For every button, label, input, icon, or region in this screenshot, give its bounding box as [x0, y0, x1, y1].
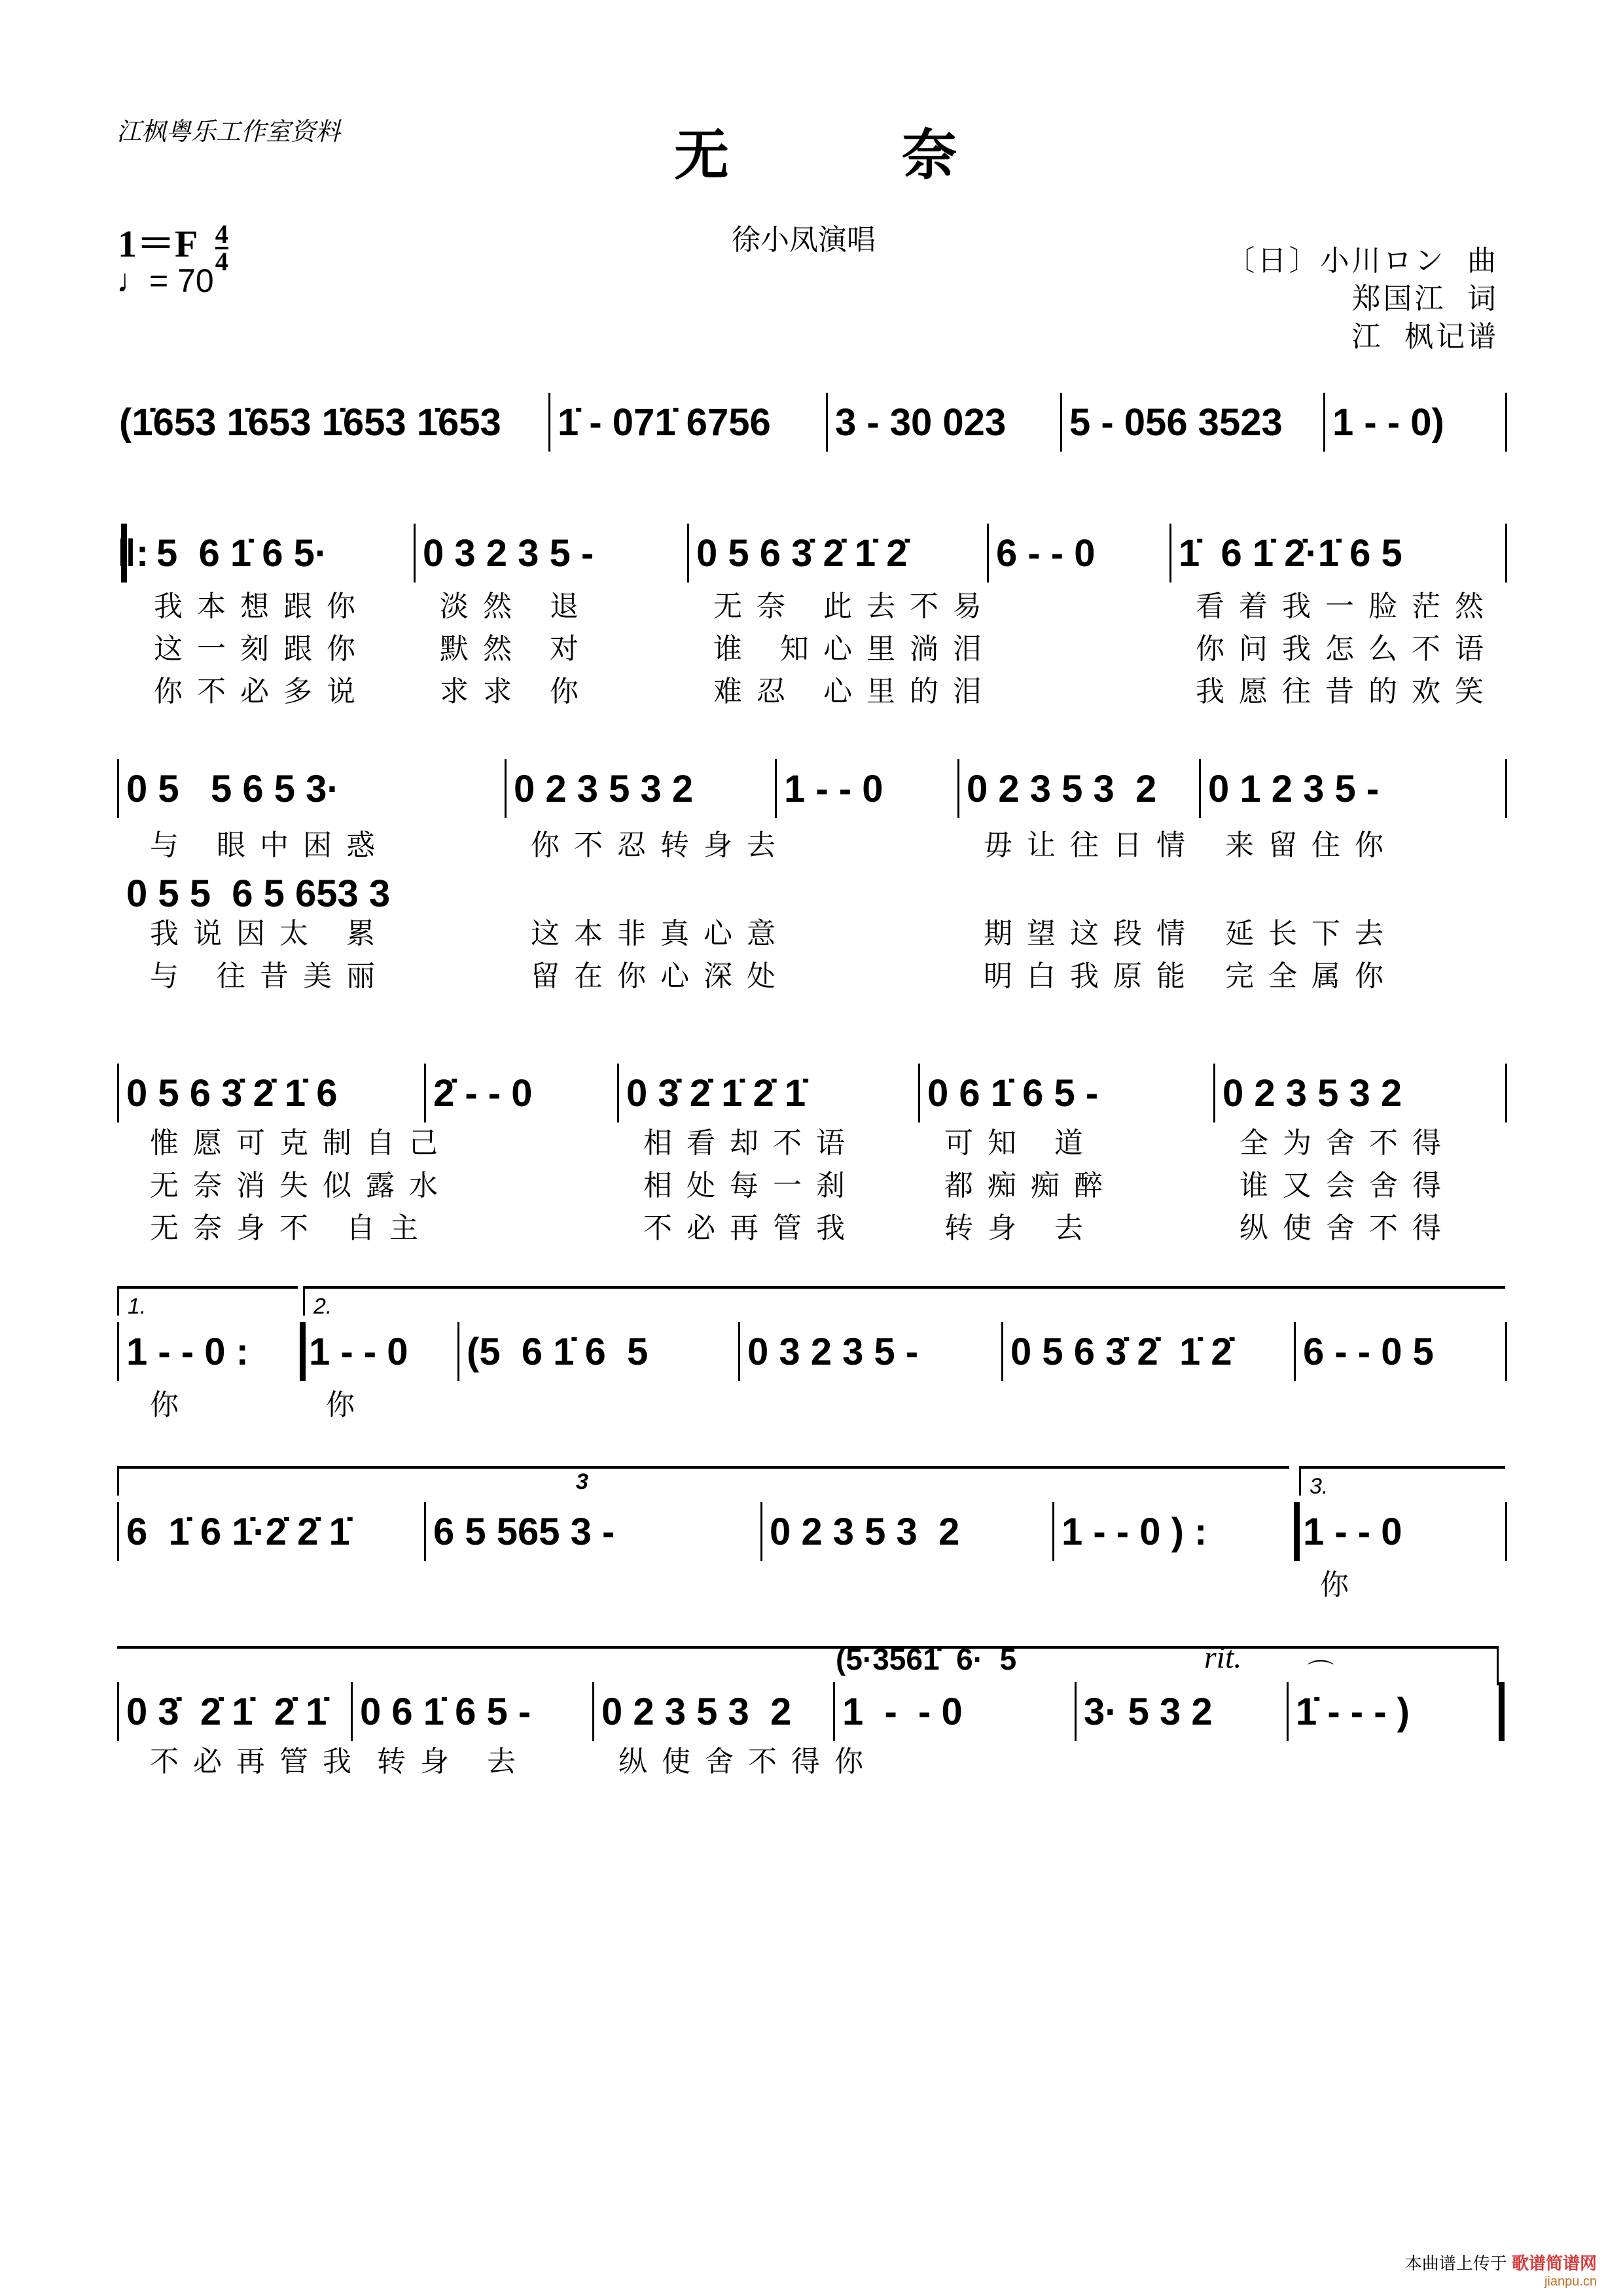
lyric-segment: 全为舍不得 — [1240, 1126, 1455, 1160]
lyric-segment: 不必再管我 — [150, 1745, 366, 1778]
measure: 5 6 1̇ 6 5· — [156, 531, 328, 575]
lyric-segment: 相处每一刹 — [643, 1169, 859, 1202]
measure: (1̇653 1̇653 1̇653 1̇653 — [119, 401, 501, 444]
lyric-segment: 来留住你 — [1225, 829, 1398, 862]
measure: 0 2 3 5 3 2 — [770, 1510, 960, 1553]
measure: 6 - - 0 5 — [1303, 1330, 1434, 1373]
lyric-segment: 都痴痴醉 — [944, 1169, 1117, 1202]
measure: 1 - - 0) — [1332, 401, 1444, 444]
lyric-segment: 谁 知心里淌泪 — [713, 632, 996, 666]
watermark-site: jianpu.cn — [1544, 2274, 1597, 2289]
studio-label: 江枫粤乐工作室资料 — [116, 117, 341, 146]
measure: 1 - - 0 — [784, 767, 883, 810]
volta-tick — [303, 1286, 305, 1316]
triplet-mark: 3 — [576, 1469, 588, 1494]
measure: 1̇ 6 1̇ 2̇·1̇ 6 5 — [1179, 531, 1402, 575]
fermata-icon: ⌒ — [1308, 1659, 1334, 1688]
lyric-segment: 你不忍转身去 — [531, 829, 790, 862]
measure: 0 5 6 3̇ 2̇ 1̇ 2̇ — [696, 531, 908, 575]
lyric-segment: 淡然 退 — [440, 590, 593, 623]
measure: 1 - - 0 — [309, 1330, 408, 1373]
lyric-segment: 谁又会舍得 — [1240, 1169, 1455, 1202]
lyric-segment: 无奈身不 自主 — [150, 1211, 433, 1245]
lyricist-credit: 郑国江 词 — [1351, 283, 1499, 315]
measure: 0 5 6 3̇ 2̇ 1̇ 6 — [126, 1071, 338, 1115]
measure: 1 - - 0 ) : — [1061, 1510, 1207, 1553]
volta-label: 2. — [313, 1294, 332, 1319]
measure: 6 1̇ 6 1̇·2̇ 2̇ 1̇ — [126, 1510, 350, 1553]
ritardando-marking: rit. — [1204, 1640, 1242, 1675]
lyric-segment: 与 眼中困惑 — [150, 829, 389, 862]
measure: 0 2 3 5 3 2 — [514, 767, 694, 810]
time-sig-numerator: 4 — [215, 219, 228, 249]
lyric-segment: 无奈消失似露水 — [150, 1169, 452, 1202]
lyric-segment: 与 往昔美丽 — [150, 960, 389, 993]
measure: 6 - - 0 — [996, 531, 1096, 575]
measure: 0 3̇ 2̇ 1̇ 2̇ 1̇ — [126, 1690, 327, 1733]
barline — [1505, 524, 1507, 583]
measure: 0 2 3 5 3 2 — [601, 1690, 792, 1733]
ending-bracket — [117, 1646, 1499, 1649]
lyric-segment: 毋让往日情 — [984, 829, 1200, 862]
volta-label: 1. — [128, 1294, 147, 1319]
lyric-segment: 纵使舍不得你 — [618, 1745, 878, 1778]
lyric-segment: 这一刻跟你 — [154, 632, 370, 666]
lyric-segment: 求求 你 — [440, 675, 593, 708]
barline — [1505, 1064, 1507, 1122]
measure: (5 6 1̇ 6 5 — [467, 1330, 649, 1373]
measure: 0 3̇ 2̇ 1̇ 2̇ 1̇ — [626, 1071, 806, 1115]
lyric-segment: 期望这段情 — [984, 917, 1200, 950]
time-sig-denominator: 4 — [215, 246, 228, 276]
repeat-start-sign: ‖: — [117, 531, 149, 575]
volta-bracket — [117, 1286, 298, 1289]
measure: 1̇ - - - ) — [1296, 1690, 1410, 1733]
measure: 0 2 3 5 3 2 — [1222, 1071, 1402, 1115]
transcriber-credit: 江 枫记谱 — [1351, 321, 1499, 353]
barline — [1505, 1322, 1507, 1381]
volta-bracket — [117, 1466, 1289, 1469]
lyric-segment: 明白我原能 — [984, 960, 1200, 993]
volta-bracket — [1299, 1466, 1505, 1469]
lyric-segment: 纵使舍不得 — [1240, 1211, 1455, 1245]
volta-label: 3. — [1310, 1474, 1329, 1499]
key-text: 1＝F — [118, 223, 197, 265]
lyric-segment: 你 — [1320, 1568, 1363, 1602]
lyric-segment: 这本非真心意 — [531, 917, 790, 950]
measure: 2̇ - - 0 — [433, 1071, 533, 1115]
lyric-segment: 你不必多说 — [154, 675, 370, 708]
lyric-segment: 难忍 心里的泪 — [713, 675, 996, 708]
lyric-segment: 相看却不语 — [643, 1126, 859, 1160]
volta-tick — [1299, 1466, 1301, 1496]
measure: 1 - - 0 : — [126, 1330, 249, 1373]
measure: 0 5 6 3̇ 2̇ 1̇ 2̇ — [1010, 1330, 1232, 1373]
lyric-segment: 你问我怎么不语 — [1196, 632, 1498, 666]
watermark-upload-text: 本曲谱上传于 — [1404, 2253, 1507, 2273]
volta-tick — [117, 1466, 119, 1496]
measure: 0 3 2 3 5 - — [423, 531, 594, 575]
singer-credit: 徐小凤演唱 — [732, 224, 876, 256]
measure: 0 1 2 3 5 - — [1208, 767, 1380, 810]
lyric-segment: 转身 去 — [944, 1211, 1097, 1245]
watermark — [1405, 2250, 1597, 2289]
composer-credit: 〔日〕小川ロン 曲 — [1226, 245, 1499, 277]
volta-tick — [117, 1286, 119, 1316]
barline — [1505, 759, 1507, 818]
tempo-marking: ♩= 70 — [116, 262, 214, 299]
barline — [1499, 1682, 1505, 1741]
measure: 1̇ - 071̇ 6756 — [558, 401, 771, 444]
measure: 3 - 30 023 — [835, 401, 1007, 444]
measure: 1 - - 0 — [842, 1690, 963, 1733]
lyric-segment: 不必再管我 — [643, 1211, 859, 1245]
time-signature — [215, 219, 228, 276]
measure: 5 - 056 3523 — [1069, 401, 1283, 444]
measure: 0 3 2 3 5 - — [747, 1330, 919, 1373]
measure: 0 2 3 5 3 2 — [967, 767, 1157, 810]
lyric-segment: 转身 去 — [377, 1745, 530, 1778]
lyric-segment: 惟愿可克制自己 — [150, 1126, 452, 1160]
lyric-segment: 你 — [150, 1388, 193, 1422]
measure: 0 6 1̇ 6 5 - — [927, 1071, 1099, 1115]
measure: 0 5 5 6 5 3· — [126, 767, 340, 810]
measure: 6 5 565 3 - — [433, 1510, 615, 1553]
lyric-segment: 可知 道 — [944, 1126, 1097, 1160]
measure: 0 6 1̇ 6 5 - — [360, 1690, 531, 1733]
alternate-measure: 0 5 5 6 5 653 3 — [126, 872, 391, 915]
upper-voice: (5·3561̇ 6· 5 — [836, 1642, 1017, 1676]
measure: 3· 5 3 2 — [1084, 1690, 1213, 1733]
barline — [1505, 393, 1507, 452]
barline — [1505, 1502, 1507, 1561]
ending-bracket-tick — [1497, 1646, 1499, 1685]
lyric-segment: 延长下去 — [1225, 917, 1398, 950]
measure: 1 - - 0 — [1303, 1510, 1402, 1553]
lyric-segment: 留在你心深处 — [531, 960, 790, 993]
watermark-logo: 歌谱简谱网 — [1511, 2253, 1597, 2273]
title-char-1: 无 — [674, 122, 730, 187]
lyric-segment: 你 — [326, 1388, 369, 1422]
lyric-segment: 看着我一脸茫然 — [1196, 590, 1498, 623]
title-char-2: 奈 — [902, 122, 957, 187]
lyric-segment: 默然 对 — [440, 632, 593, 666]
lyric-segment: 我本想跟你 — [154, 590, 370, 623]
lyric-segment: 完全属你 — [1225, 960, 1398, 993]
lyric-segment: 我说因太 累 — [150, 917, 389, 950]
volta-bracket — [303, 1286, 1505, 1289]
lyric-segment: 我愿往昔的欢笑 — [1196, 675, 1498, 708]
lyric-segment: 无奈 此去不易 — [713, 590, 996, 623]
